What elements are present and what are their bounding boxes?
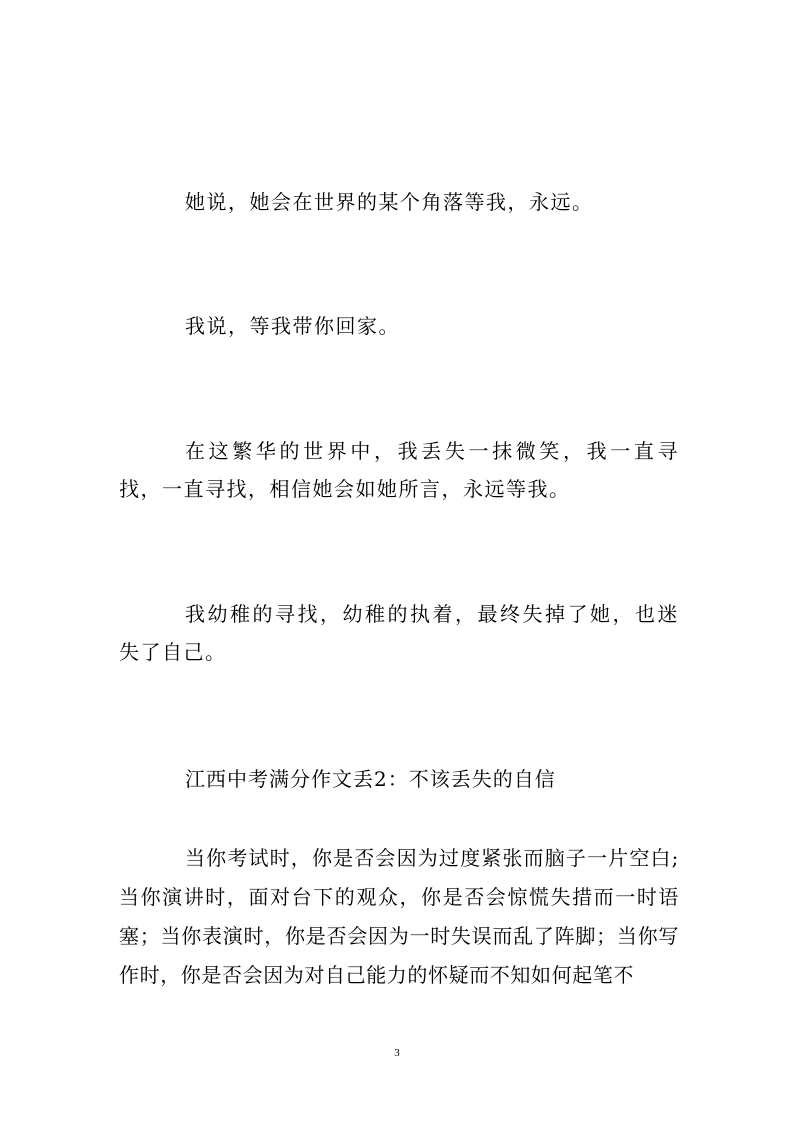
paragraph-1: 她说，她会在世界的某个角落等我，永远。 — [185, 190, 594, 214]
page-number: 3 — [394, 1047, 400, 1059]
paragraph-4: 我幼稚的寻找，幼稚的执着，最终失掉了她，也迷失了自己。 — [119, 602, 679, 664]
paragraph-3: 在这繁华的世界中，我丢失一抹微笑，我一直寻找，一直寻找，相信她会如她所言，永远等我。 — [119, 439, 679, 501]
paragraph-6: 当你考试时，你是否会因为过度紧张而脑子一片空白;当你演讲时，面对台下的观众，你是否会惊慌失措而一时语塞；当你表演时，你是否会因为一时失误而乱了阵脚；当你写作时，你是否会因为对自己能力的怀疑而不知如何起笔不 — [119, 846, 679, 987]
paragraph-2: 我说，等我带你回家。 — [185, 314, 400, 338]
essay-title: 江西中考满分作文丢2：不该丢失的自信 — [185, 767, 556, 791]
